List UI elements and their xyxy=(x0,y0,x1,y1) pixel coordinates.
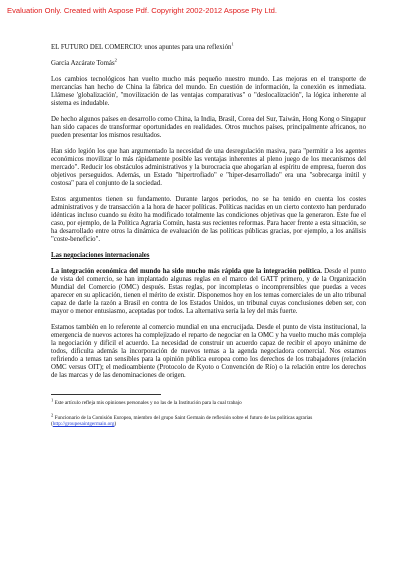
integration-lead-rest: Desde el punto de vista del comercio, se han implantado algunas reglas en el marco del GATT primero, y de la Organización Mundial del Comercio (OMC) después. Estas reglas, por incompletas o incomprensibles que puedas a veces aparecer en su aplicación, tienen el mérito de existir. Disponemos hoy en los temas comerciales de un alto tribunal capaz de darle la razón a Brasil en contra de los Estados Unidos, un tribunal cuyas conclusiones deben ser, con mayor o menor entusiasmo, aceptadas por todos. La alternativa sería la ley del más fuerte. xyxy=(51,268,367,315)
footnote-1-number: 1 xyxy=(51,397,54,403)
title-text: EL FUTURO DEL COMERCIO: unos apuntes para una reflexión xyxy=(51,44,232,51)
document-title xyxy=(51,41,366,52)
author-footnote-ref[interactable]: 2 xyxy=(114,57,117,63)
paragraph-developing-countries: De hecho algunos países en desarrollo como China, la India, Brasil, Corea del Sur, Taiwán, Hong Kong o Singapur han sido capaces de transformar oportunidades en realidades. Otros muchos países, principalmente africanos, no pueden presentar los mismos resultados. xyxy=(51,116,366,139)
title-footnote-ref[interactable]: 1 xyxy=(231,41,234,47)
document-page xyxy=(51,41,367,436)
section-heading-negotiations: Las negociaciones internacionales xyxy=(51,252,150,259)
footnote-2-link[interactable]: http://groupesaintgermain.org xyxy=(52,421,115,427)
paragraph-tech-changes: Los cambios tecnológicos han vuelto mucho más pequeño nuestro mundo. Las mejoras en el transporte de mercancías han hecho de China la fábrica del mundo. En cuestión de información, la conexión es inmediata. Llámese 'globalización', "movilización de las ventajas comparativas" o "deslocalización", la lógica inherente al sistema es indudable. xyxy=(51,76,366,107)
paragraph-deregulation: Han sido legión los que han argumentado la necesidad de una desregulación masiva, para "permitir a los agentes económicos movilizar lo más rápidamente posible las ventajas inherentes al pleno juego de los mecanismos del mercado". Reducir los obstáculos administrativos y la burocracia que ahogarían al espíritu de empresa, fueron dos objetivos perseguidos. Además, un Estado "hipertrofiado" e "hiper-desarrollado" era una "sobrecarga inútil y costosa" para el conjunto de la sociedad. xyxy=(51,148,366,187)
footnote-divider xyxy=(51,394,161,395)
integration-lead-bold: La integración económica del mundo ha sido mucho más rápida que la integración política. xyxy=(51,268,323,275)
author-line xyxy=(51,57,366,68)
author-name: García Azcárate Tomás xyxy=(51,60,115,67)
footnote-2-number: 2 xyxy=(51,411,54,417)
paragraph-crossroads: Estamos también en lo referente al comercio mundial en una encrucijada. Desde el punto de vista institucional, la emergencia de nuevos actores ha complejizado el reparto de negociar en la OMC y ha vuelto mucho más compleja la negociación y difícil el acuerdo. La necesidad de construir un acuerdo capaz de recibir el apoyo unánime de todos, dificulta además la incorporación de nuevos temas a la agenda negociadora comercial. Nos estamos refiriendo a temas tan sensibles para la opinión pública europea como los derechos de los trabajadores (relación OMC versus OIT); el medioambiente (Protocolo de Kyoto o Convención de Río) o la relación entre los derechos de las marcas y de las denominaciones de origen. xyxy=(51,324,366,379)
footnote-2-text: Funcionario de la Comisión Europea, miembro del grupo Saint Germain de reflexión sobre el futuro de las políticas agrarias ( xyxy=(51,414,313,427)
paragraph-arguments: Estos argumentos tienen su fundamento. Durante largos periodos, no se ha tenido en cuenta los costes administrativos y de transacción a la hora de hacer políticas. Políticas nacidas en un cierto contexto han perdurado idénticas incluso cuando su éxito ha modificado totalmente las condiciones objetivas que la generaron. Este fue el caso, por ejemplo, de la Política Agraria Común, hasta sus recientes reformas. Para hacer frente a esta situación, se ha desarrollado entre otros la dinámica de evaluación de las políticas públicas gracias, por ejemplo, a los análisis "coste-beneficio". xyxy=(51,196,366,243)
footnote-2-after: ) xyxy=(114,421,117,427)
footnote-1 xyxy=(51,397,366,407)
footnote-1-text: Este artículo refleja mis opiniones personales y no las de la Institución para la cual trabajo xyxy=(53,400,242,406)
footnote-2 xyxy=(51,411,366,428)
evaluation-watermark: Evaluation Only. Created with Aspose Pdf. Copyright 2002-2012 Aspose Pty Ltd. xyxy=(7,6,278,15)
paragraph-integration xyxy=(51,268,366,316)
